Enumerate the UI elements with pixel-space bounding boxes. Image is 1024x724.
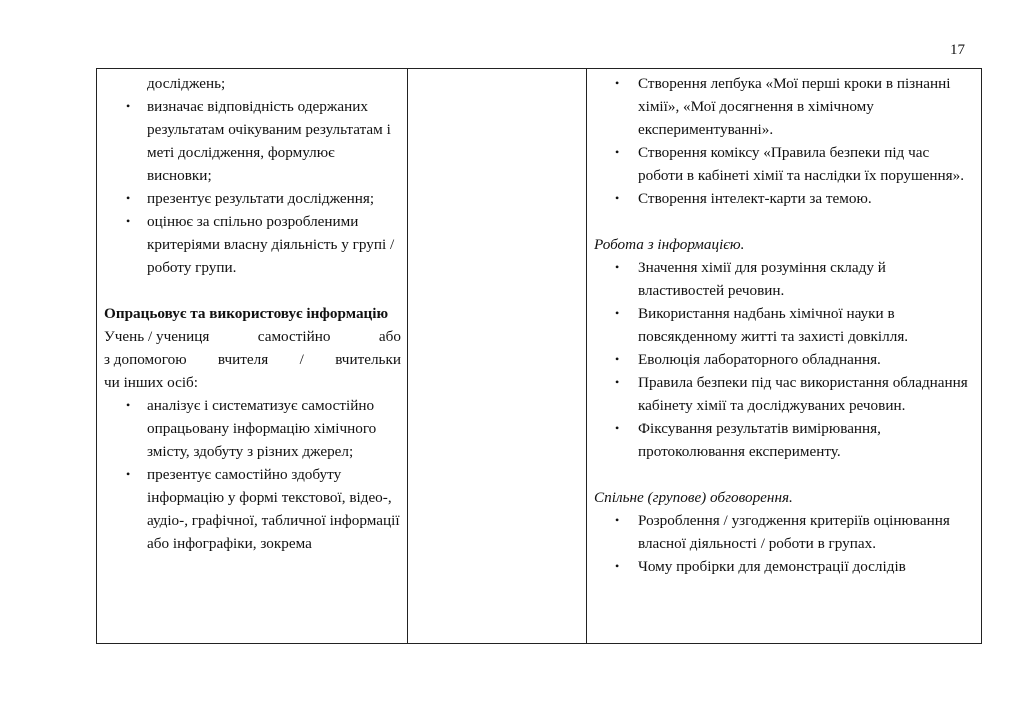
outcomes-list-a <box>104 95 401 279</box>
intro-line-3: чи інших осіб: <box>104 374 199 391</box>
continued-text: досліджень; <box>147 75 226 92</box>
list-item <box>594 417 975 463</box>
intro-line-1 <box>104 325 401 348</box>
bullet-icon: • <box>126 467 131 481</box>
activities-cell <box>587 69 982 644</box>
bullet-icon: • <box>615 191 620 205</box>
bullet-icon: • <box>615 145 620 159</box>
list-item-text: Розроблення / узгодження критеріїв оцінювання власної діяльності / роботи в групах. <box>638 512 950 552</box>
list-item-text: Значення хімії для розуміння складу й властивостей речовин. <box>638 259 886 299</box>
list-item <box>594 371 975 417</box>
list-item-text: Використання надбань хімічної науки в повсякденному житті та захисті довкілля. <box>638 305 909 345</box>
list-item-text: Правила безпеки під час використання обладнання кабінету хімії та досліджуваних речовин. <box>638 374 968 414</box>
intro-word: Учень / учениця <box>104 328 210 345</box>
list-item <box>594 256 975 302</box>
list-item-text: аналізує і систематизує самостійно опрацьовану інформацію хімічного змісту, здобуту з різних джерел; <box>147 397 377 460</box>
list-item <box>104 95 401 187</box>
list-item-text: Еволюція лабораторного обладнання. <box>638 351 881 368</box>
spacer <box>594 463 975 486</box>
activities-content <box>587 69 981 578</box>
empty-cell <box>408 69 587 644</box>
list-item-text: Створення коміксу «Правила безпеки під час роботи в кабінеті хімії та наслідки їх порушення». <box>638 144 965 184</box>
outcomes-content <box>97 69 407 555</box>
section-heading: Опрацьовує та використовує інформацію <box>104 305 389 322</box>
bullet-icon: • <box>615 559 620 573</box>
intro-word: вчительки <box>335 351 401 368</box>
list-item-text: Створення інтелект-карти за темою. <box>638 190 872 207</box>
table-row <box>97 69 982 644</box>
bullet-icon: • <box>615 260 620 274</box>
section-heading-discussion: Спільне (групове) обговорення. <box>594 489 793 506</box>
spacer <box>104 279 401 302</box>
bullet-icon: • <box>126 99 131 113</box>
bullet-icon: • <box>615 76 620 90</box>
list-item-text: Чому пробірки для демонстрації дослідів <box>638 558 906 575</box>
activities-list-a <box>594 72 975 210</box>
list-item <box>594 141 975 187</box>
list-item <box>594 509 975 555</box>
section-heading-info: Робота з інформацією. <box>594 236 745 253</box>
bullet-icon: • <box>615 306 620 320</box>
list-item-text: презентує результати дослідження; <box>147 190 375 207</box>
list-item <box>594 302 975 348</box>
spacer <box>594 210 975 233</box>
intro-line-2 <box>104 348 401 371</box>
outcomes-cell <box>97 69 408 644</box>
list-item <box>104 394 401 463</box>
list-item <box>594 555 975 578</box>
bullet-icon: • <box>615 352 620 366</box>
list-item <box>594 72 975 141</box>
intro-word: або <box>378 328 401 345</box>
list-item-text: презентує самостійно здобуту інформацію у формі текстової, відео-, аудіо-, графічної, табличної інформації або інфографіки, зокрема <box>147 466 400 552</box>
list-item <box>594 187 975 210</box>
bullet-icon: • <box>126 191 131 205</box>
bullet-icon: • <box>126 398 131 412</box>
bullet-icon: • <box>615 375 620 389</box>
intro-word: з допомогою <box>104 351 187 368</box>
bullet-icon: • <box>615 513 620 527</box>
intro-word: / <box>299 351 304 368</box>
list-item-text: Створення лепбука «Мої перші кроки в пізнанні хімії», «Мої досягнення в хімічному експериментуванні». <box>638 75 951 138</box>
list-item-text: Фіксування результатів вимірювання, протоколювання експерименту. <box>638 420 881 460</box>
list-item <box>594 348 975 371</box>
list-item <box>104 463 401 555</box>
list-item-text: визначає відповідність одержаних результатам очікуваним результатам і меті дослідження, формулює висновки; <box>147 98 391 184</box>
activities-list-c <box>594 509 975 578</box>
outcomes-list-b <box>104 394 401 555</box>
list-item-text: оцінює за спільно розробленими критеріями власну діяльність у групі / роботу групи. <box>147 213 395 276</box>
intro-word: самостійно <box>257 328 331 345</box>
list-item <box>104 210 401 279</box>
curriculum-table <box>96 68 982 644</box>
bullet-icon: • <box>615 421 620 435</box>
bullet-icon: • <box>126 214 131 228</box>
list-item <box>104 187 401 210</box>
activities-list-b <box>594 256 975 463</box>
intro-word: вчителя <box>217 351 269 368</box>
page-number: 17 <box>950 42 965 58</box>
